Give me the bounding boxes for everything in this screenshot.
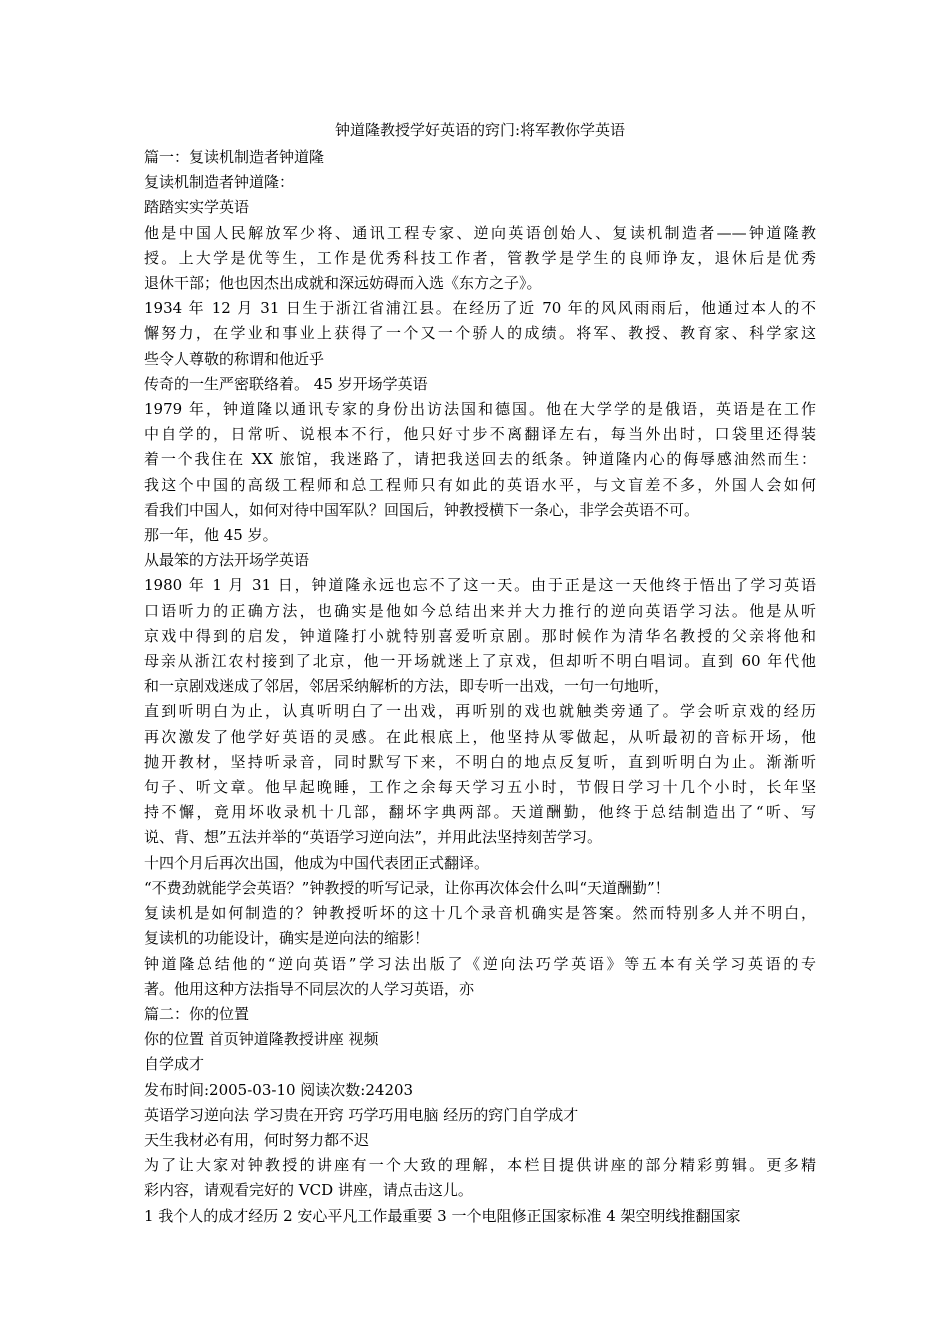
text-line: 母亲从浙江农村接到了北京，他一开场就迷上了京戏，但却听不明白唱词。直到 60 年代他 [144, 652, 816, 671]
text-line: 直到听明白为止，认真听明白了一出戏，再听别的戏也就触类旁通了。学会听京戏的经历 [144, 702, 816, 721]
text-line: 着一个我住在 XX 旅馆，我迷路了，请把我送回去的纸条。钟道隆内心的侮辱感油然而生： [144, 450, 816, 469]
text-line: 中自学的，日常听、说根本不行，他只好寸步不离翻译左右，每当外出时，口袋里还得装 [144, 425, 816, 444]
text-line: 1934 年 12 月 31 日生于浙江省浦江县。在经历了近 70 年的风风雨雨后，他通过本人的不 [144, 299, 816, 318]
document-title: 钟道隆教授学好英语的窍门:将军教你学英语 [334, 121, 626, 139]
text-line: 你的位置 首页钟道隆教授讲座 视频 [144, 1030, 379, 1049]
text-line: 抛开教材，坚持听录音，同时默写下来，不明白的地点反复听，直到听明白为止。渐渐听 [144, 752, 816, 771]
text-line: 天生我材必有用，何时努力都不迟 [144, 1130, 370, 1149]
text-line: 我这个中国的高级工程师和总工程师只有如此的英语水平，与文盲差不多，外国人会如何 [144, 475, 816, 494]
paragraph [144, 1153, 816, 1203]
paragraph [144, 195, 816, 220]
text-line: 篇二：你的位置 [144, 1004, 250, 1023]
paragraph [144, 1204, 816, 1229]
paragraph [144, 296, 816, 372]
text-line: 口语听力的正确方法，也确实是他如今总结出来并大力推行的逆向英语学习法。他是从听 [144, 601, 816, 620]
text-line: 京戏中得到的启发，钟道隆打小就特别喜爱听京剧。那时候作为清华名教授的父亲将他和 [144, 626, 816, 645]
text-line: 复读机的功能设计，确实是逆向法的缩影！ [144, 929, 430, 948]
paragraph [144, 901, 816, 951]
text-line: 看我们中国人，如何对待中国军队？回国后，钟教授横下一条心，非学会英语不可。 [144, 500, 700, 519]
paragraph [144, 1052, 816, 1077]
text-line: 为了让大家对钟教授的讲座有一个大致的理解，本栏目提供讲座的部分精彩剪辑。更多精 [144, 1156, 816, 1175]
paragraph [144, 952, 816, 1002]
paragraph [144, 548, 816, 573]
paragraph [144, 1027, 816, 1052]
paragraph [144, 397, 816, 523]
paragraph [144, 221, 816, 297]
text-line: 十四个月后再次出国，他成为中国代表团正式翻译。 [144, 853, 490, 872]
text-line: 自学成才 [144, 1055, 205, 1074]
paragraph [144, 1002, 816, 1027]
text-line: 彩内容，请观看完好的 VCD 讲座，请点击这儿。 [144, 1181, 473, 1200]
document-page [144, 118, 816, 1229]
text-line: 1979 年，钟道隆以通讯专家的身份出访法国和德国。他在大学学的是俄语，英语是在工作 [144, 400, 816, 419]
text-line: 复读机制造者钟道隆： [144, 173, 295, 192]
paragraph [144, 699, 816, 850]
text-line: 懈努力，在学业和事业上获得了一个又一个骄人的成绩。将军、教授、教育家、科学家这 [144, 324, 816, 343]
text-line: 和一京剧戏迷成了邻居，邻居采纳解析的方法，即专听一出戏，一句一句地听， [144, 677, 670, 696]
text-line: 钟道隆总结他的“逆向英语”学习法出版了《逆向法巧学英语》等五本有关学习英语的专 [144, 954, 816, 973]
paragraph [144, 851, 816, 876]
text-line: 踏踏实实学英语 [144, 198, 250, 217]
text-line: 传奇的一生严密联络着。 45 岁开场学英语 [144, 374, 428, 393]
paragraph [144, 876, 816, 901]
text-line: 他是中国人民解放军少将、通讯工程专家、逆向英语创始人、复读机制造者——钟道隆教 [144, 223, 816, 242]
paragraph [144, 1078, 816, 1103]
text-line: 持不懈，竟用坏收录机十几部，翻坏字典两部。天道酬勤，他终于总结制造出了“听、写 [144, 803, 816, 822]
text-line: 篇一：复读机制造者钟道隆 [144, 148, 325, 166]
text-line: 著。他用这种方法指导不同层次的人学习英语，亦 [144, 979, 475, 998]
text-line: 授。上大学是优等生，工作是优秀科技工作者，管教学是学生的良师诤友，退休后是优秀 [144, 248, 816, 267]
paragraph [144, 573, 816, 699]
document-body [144, 145, 816, 1229]
text-line: 些令人尊敬的称谓和他近乎 [144, 349, 325, 368]
paragraph [144, 372, 816, 397]
text-line: 1 我个人的成才经历 2 安心平凡工作最重要 3 一个电阻修正国家标准 4 架空明线推翻国家 [144, 1206, 741, 1225]
paragraph [144, 170, 816, 195]
paragraph [144, 523, 816, 548]
text-line: 英语学习逆向法 学习贵在开窍 巧学巧用电脑 经历的窍门自学成才 [144, 1105, 579, 1124]
text-line: 退休干部；他也因杰出成就和深远妨碍而入选《东方之子》。 [144, 274, 542, 293]
text-line: “不费劲就能学会英语？”钟教授的听写记录，让你再次体会什么叫“天道酬勤”！ [144, 878, 670, 897]
text-line: 从最笨的方法开场学英语 [144, 551, 310, 570]
text-line: 发布时间:2005-03-10 阅读次数:24203 [144, 1080, 414, 1099]
paragraph [144, 1103, 816, 1128]
text-line: 句子、听文章。他早起晚睡，工作之余每天学习五小时，节假日学习十几个小时，长年坚 [144, 778, 816, 797]
text-line: 说、背、想”五法并举的“英语学习逆向法”，并用此法坚持刻苦学习。 [144, 828, 603, 847]
text-line: 1980 年 1 月 31 日，钟道隆永远也忘不了这一天。由于正是这一天他终于悟出了学习英语 [144, 576, 816, 595]
text-line: 再次激发了他学好英语的灵感。在此根底上，他坚持从零做起，从听最初的音标开场，他 [144, 727, 816, 746]
paragraph [144, 1128, 816, 1153]
text-line: 那一年，他 45 岁。 [144, 526, 278, 545]
paragraph [144, 145, 816, 170]
text-line: 复读机是如何制造的？钟教授听坏的这十几个录音机确实是答案。然而特别多人并不明白， [144, 904, 816, 923]
